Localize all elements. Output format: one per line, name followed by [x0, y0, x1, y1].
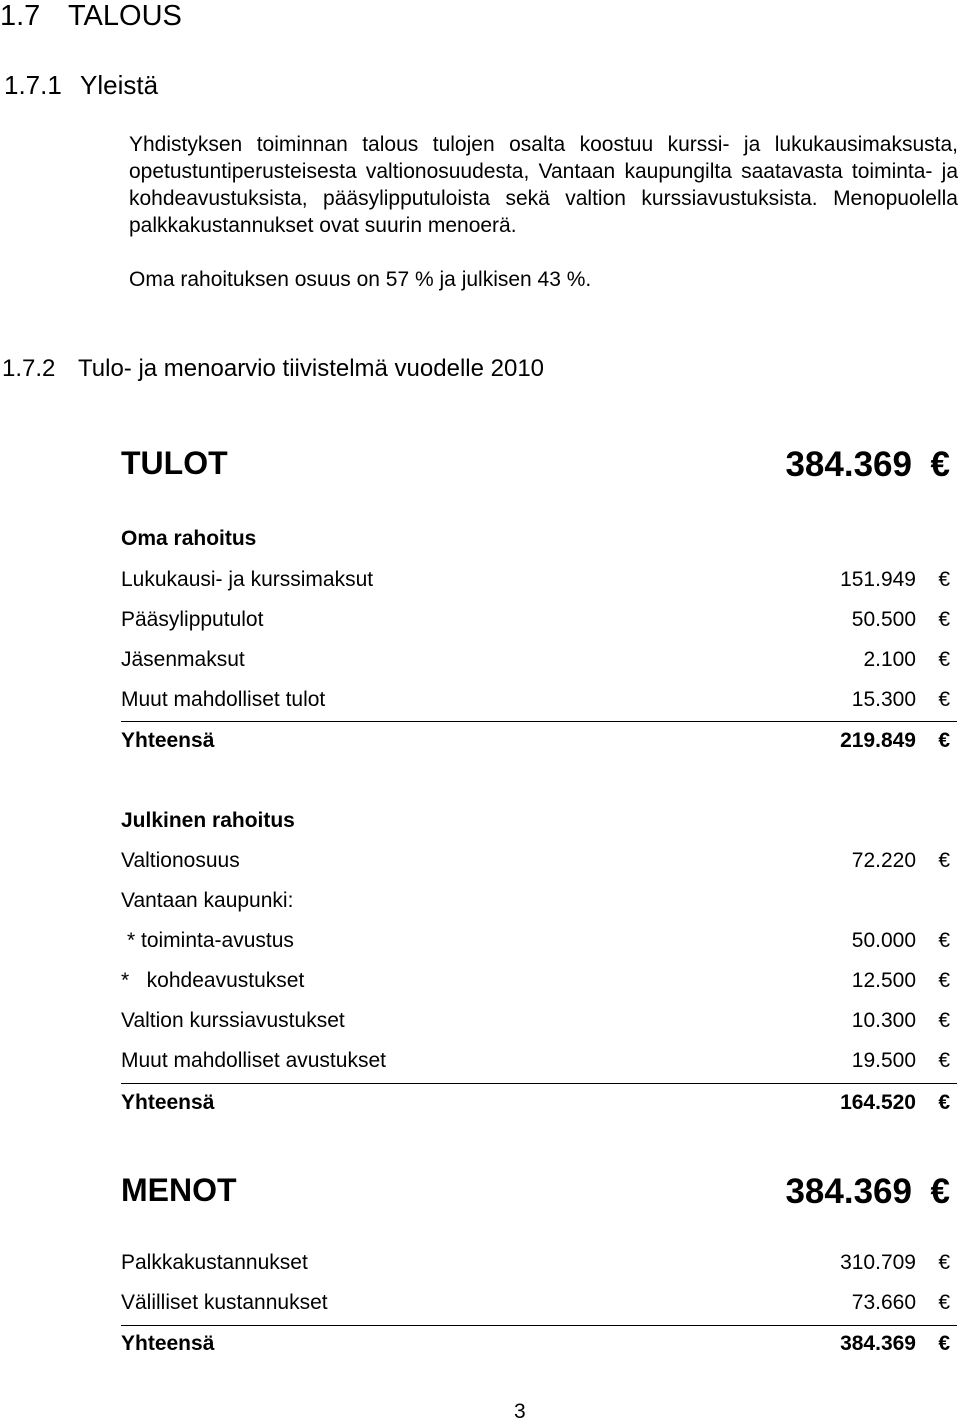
- budget-row: [121, 645, 950, 675]
- budget-row-value: 12.500: [851, 969, 916, 992]
- total-value: 219.849: [840, 729, 916, 752]
- budget-row-value: 73.660: [851, 1291, 916, 1314]
- intro-text: [129, 131, 958, 293]
- public-funding-total-row: [121, 1088, 950, 1118]
- budget-row: [121, 1046, 950, 1076]
- budget-row-label: Välilliset kustannukset: [121, 1291, 328, 1314]
- budget-row-label: * toiminta-avustus: [127, 929, 294, 952]
- budget-row-value: 2.100: [863, 648, 916, 671]
- euro-symbol: €: [938, 1091, 950, 1114]
- own-funding-heading-row: [121, 524, 950, 554]
- total-label: Yhteensä: [121, 1091, 215, 1114]
- budget-row-label: Vantaan kaupunki:: [121, 889, 294, 912]
- subsection-title: Yleistä: [80, 70, 159, 100]
- income-total-row: [121, 441, 950, 489]
- euro-symbol: €: [930, 1172, 950, 1211]
- subsection-heading-budget: [2, 353, 544, 385]
- budget-row: [121, 685, 950, 715]
- expenses-label: MENOT: [121, 1172, 237, 1208]
- budget-row: [121, 886, 950, 916]
- funding-share-paragraph: Oma rahoituksen osuus on 57 % ja julkisen 43 %.: [129, 268, 592, 291]
- euro-symbol: €: [938, 568, 950, 591]
- income-label: TULOT: [121, 445, 228, 481]
- euro-symbol: €: [938, 648, 950, 671]
- section-heading-talous: [0, 0, 182, 32]
- euro-symbol: €: [938, 1251, 950, 1274]
- euro-symbol: €: [938, 608, 950, 631]
- subtotal-divider: [121, 1325, 957, 1326]
- budget-row: [121, 1006, 950, 1036]
- budget-row-value: 151.949: [840, 568, 916, 591]
- budget-row-label: Valtion kurssiavustukset: [121, 1009, 345, 1032]
- euro-symbol: €: [938, 929, 950, 952]
- budget-row: [121, 1288, 950, 1318]
- euro-symbol: €: [938, 1009, 950, 1032]
- section-number: 1.7: [0, 0, 41, 32]
- euro-symbol: €: [938, 1049, 950, 1072]
- budget-row-value: 50.000: [851, 929, 916, 952]
- euro-symbol: €: [938, 1291, 950, 1314]
- budget-row-value: 19.500: [851, 1049, 916, 1072]
- expenses-total-row: [121, 1168, 950, 1216]
- own-funding-heading: Oma rahoitus: [121, 527, 257, 550]
- budget-row: [121, 565, 950, 595]
- income-total-value: 384.369: [785, 445, 912, 484]
- subtotal-divider: [121, 721, 957, 722]
- euro-symbol: €: [938, 849, 950, 872]
- euro-symbol: €: [938, 729, 950, 752]
- euro-symbol: €: [930, 445, 950, 484]
- budget-row-label: * kohdeavustukset: [121, 969, 305, 992]
- budget-row-label: Pääsylipputulot: [121, 608, 264, 631]
- budget-row-value: 310.709: [840, 1251, 916, 1274]
- subtotal-divider: [121, 1083, 957, 1084]
- budget-row-label: Muut mahdolliset avustukset: [121, 1049, 386, 1072]
- total-value: 164.520: [840, 1091, 916, 1114]
- budget-row-value: 72.220: [851, 849, 916, 872]
- budget-row-value: 10.300: [851, 1009, 916, 1032]
- euro-symbol: €: [938, 969, 950, 992]
- budget-row: [121, 926, 950, 956]
- own-funding-total-row: [121, 726, 950, 756]
- budget-row-label: Lukukausi- ja kurssimaksut: [121, 568, 374, 591]
- budget-row-value: 50.500: [851, 608, 916, 631]
- euro-symbol: €: [938, 1332, 950, 1355]
- public-funding-heading: Julkinen rahoitus: [121, 809, 295, 832]
- section-title: TALOUS: [68, 0, 182, 32]
- subsection-title: Tulo- ja menoarvio tiivistelmä vuodelle 2010: [78, 355, 545, 382]
- page-number: 3: [514, 1400, 526, 1423]
- budget-row: [121, 846, 950, 876]
- expenses-sum-row: [121, 1329, 950, 1359]
- budget-row-label: Valtionosuus: [121, 849, 240, 872]
- budget-row: [121, 966, 950, 996]
- budget-row-value: 15.300: [851, 688, 916, 711]
- euro-symbol: €: [938, 688, 950, 711]
- subsection-heading-yleista: [4, 69, 158, 101]
- subsection-number: 1.7.1: [4, 70, 62, 100]
- total-label: Yhteensä: [121, 729, 215, 752]
- budget-row-label: Muut mahdolliset tulot: [121, 688, 326, 711]
- expenses-total-value: 384.369: [785, 1172, 912, 1211]
- budget-row: [121, 605, 950, 635]
- budget-row: [121, 1248, 950, 1278]
- public-funding-heading-row: [121, 806, 950, 836]
- total-label: Yhteensä: [121, 1332, 215, 1355]
- budget-row-label: Palkkakustannukset: [121, 1251, 308, 1274]
- total-value: 384.369: [840, 1332, 916, 1355]
- budget-row-label: Jäsenmaksut: [121, 648, 245, 671]
- intro-paragraph: Yhdistyksen toiminnan talous tulojen osalta koostuu kurssi- ja lukukausimaksusta, opetustuntiperusteisesta valtionosuudesta, Vantaan kaupungilta saatavasta toiminta- ja kohdeavustuksista, pääsylipputuloista sekä valtion kurssiavustuksista. Menopuolella palkkakustannukset ovat suurin menoerä.: [129, 133, 958, 237]
- subsection-number: 1.7.2: [2, 355, 56, 382]
